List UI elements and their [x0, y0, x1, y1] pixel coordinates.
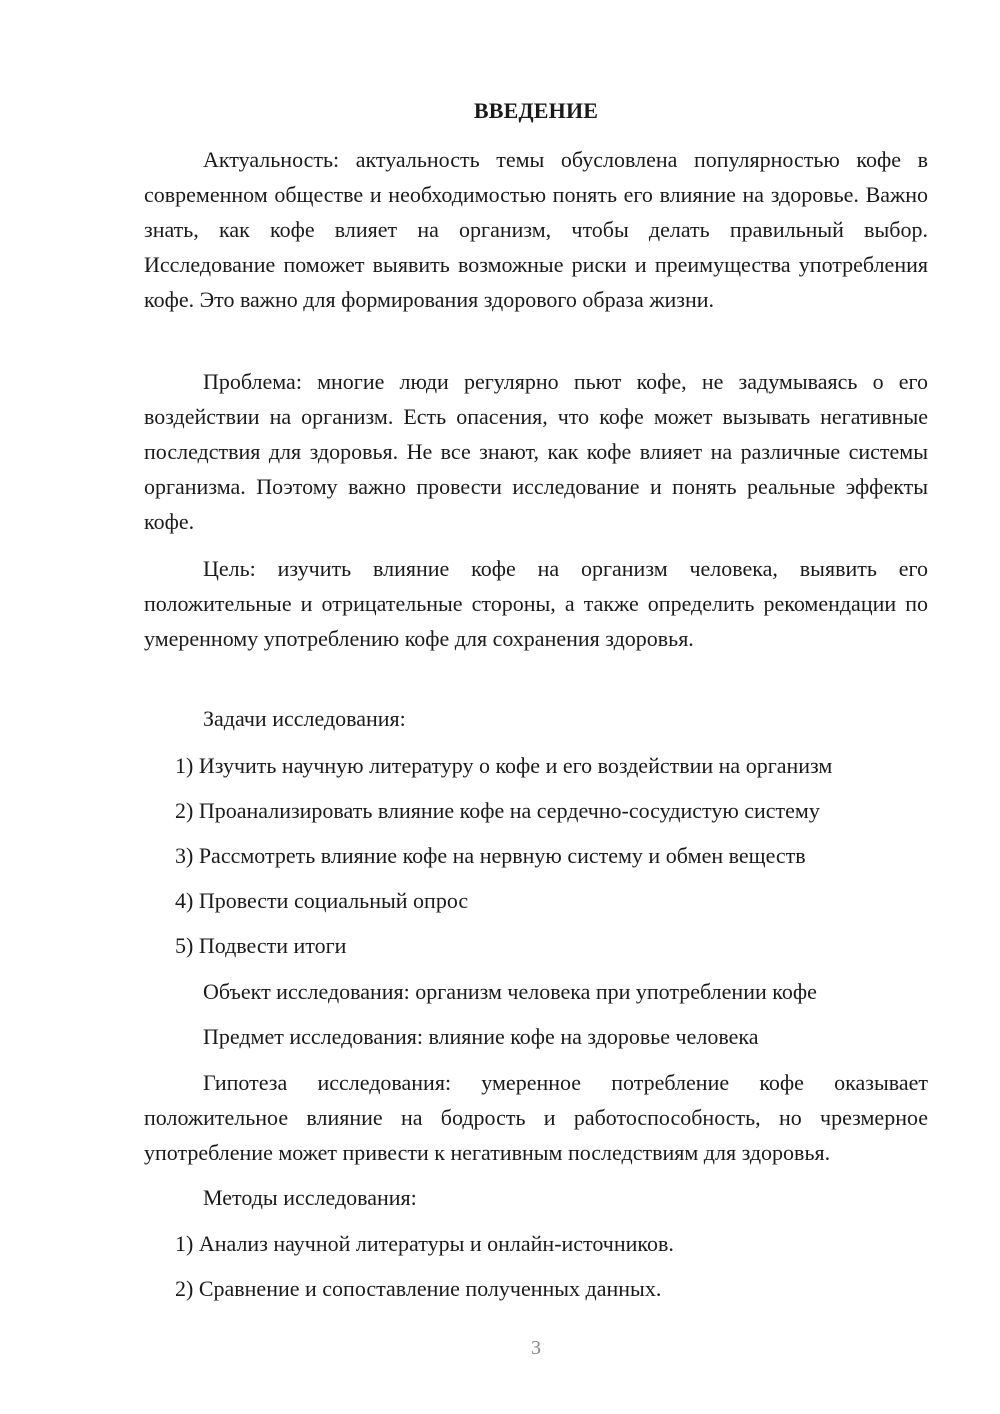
task-item-2: 2) Проанализировать влияние кофе на сердечно-сосудистую систему [175, 798, 820, 823]
research-subject: Предмет исследования: влияние кофе на здоровье человека [203, 1024, 759, 1049]
task-item-5: 5) Подвести итоги [175, 933, 347, 958]
research-object: Объект исследования: организм человека при употреблении кофе [203, 979, 817, 1004]
task-item-1: 1) Изучить научную литературу о кофе и его воздействии на организм [175, 753, 833, 778]
relevance-paragraph: Актуальность: актуальность темы обусловлена популярностью кофе в современном обществе и необходимостью понять его влияние на здоровье. Важно знать, как кофе влияет на организм, чтобы делать правильный выбор. Исследование поможет выявить возможные риски и преимущества употребления кофе. Это важно для формирования здорового образа жизни. [144, 147, 928, 312]
task-item-3: 3) Рассмотреть влияние кофе на нервную систему и обмен веществ [175, 843, 806, 868]
task-item-4: 4) Провести социальный опрос [175, 888, 469, 913]
goal-paragraph: Цель: изучить влияние кофе на организм человека, выявить его положительные и отрицательные стороны, а также определить рекомендации по умеренному употреблению кофе для сохранения здоровья. [144, 556, 928, 651]
methods-heading: Методы исследования: [203, 1185, 417, 1210]
tasks-heading: Задачи исследования: [203, 706, 406, 731]
method-item-2: 2) Сравнение и сопоставление полученных данных. [175, 1276, 662, 1301]
method-item-1: 1) Анализ научной литературы и онлайн-источников. [175, 1231, 674, 1256]
problem-paragraph: Проблема: многие люди регулярно пьют кофе, не задумываясь о его воздействии на организм. Есть опасения, что кофе может вызывать негативные последствия для здоровья. Не все знают, как кофе влияет на различные системы организма. Поэтому важно провести исследование и понять реальные эффекты кофе. [144, 369, 928, 534]
page-number: 3 [531, 1337, 541, 1359]
section-title: ВВЕДЕНИЕ [473, 98, 599, 123]
hypothesis-paragraph: Гипотеза исследования: умеренное потребление кофе оказывает положительное влияние на бодрость и работоспособность, но чрезмерное употребление может привести к негативным последствиям для здоровья. [144, 1070, 928, 1165]
